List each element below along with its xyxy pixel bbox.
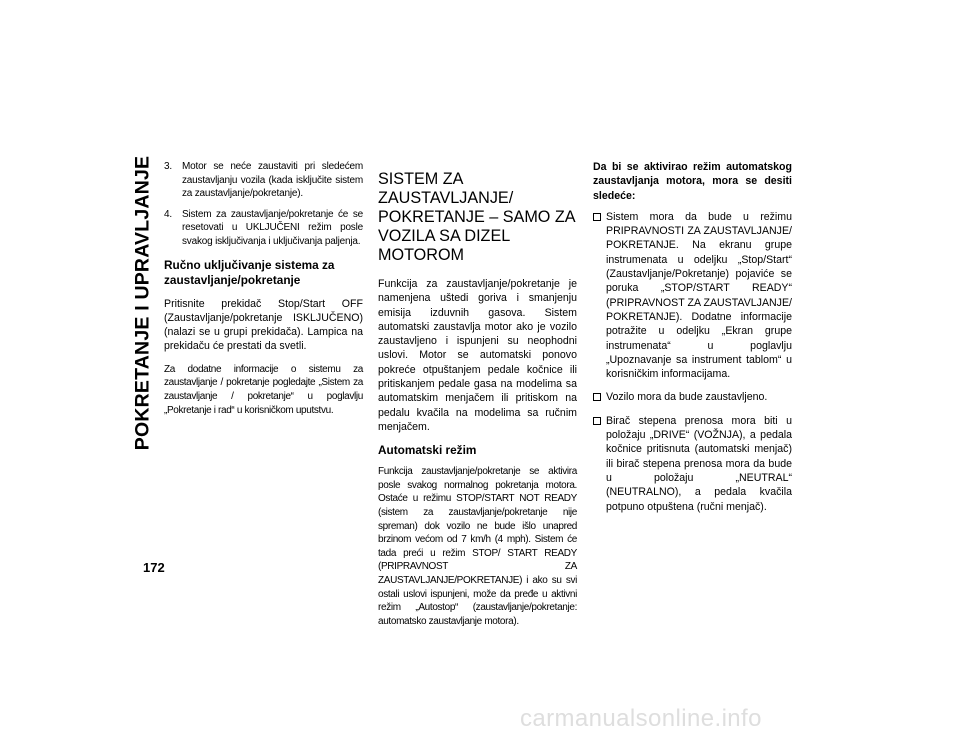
list-item (593, 414, 792, 514)
checkbox-bullet-icon (593, 417, 601, 425)
list-item-text: Sistem mora da bude u režimu PRIPRAVNOSTI ZA ZAUSTAVLJANJE/ POKRETANJE. Na ekranu grupe instrumenata u odeljku „Stop/Start“ (Zaustavljanje/Pokretanje) pojaviće se poruka „STOP/START READY“ (PRIPRAVNOST ZA ZAUSTAVLJANJE/ POKRETANJE). Dodatne informacije potražite u odeljku „Ekran grupe instrumenata“ u poglavlju „Upoznavanje sa instrument tablom“ u korisničkim informacijama. (606, 210, 792, 381)
section-heading-manual-disable: Ručno uključivanje sistema za zaustavljanje/pokretanje (164, 257, 335, 287)
section-side-title (126, 155, 160, 450)
list-item-text: Sistem za zaustavljanje/pokretanje će se resetovati u UKLJUČENI režim posle svakog isključivanja i uključivanja paljenja. (182, 208, 363, 247)
page-number: 172 (143, 560, 165, 575)
conditions-intro: Da bi se aktivirao režim automatskog zaustavljanja motora, mora se desiti sledeće: (593, 161, 792, 202)
paragraph: Funkcija zaustavljanje/pokretanje se aktivira posle svakog normalnog pokretanja motora. Ostaće u režimu STOP/START NOT READY (sistem za zaustavljanje/pokretanje nije spreman) dok vozilo ne bude išlo unapred brzinom većom od 7 km/h (4 mph). Sistem će tada preći u režim STOP/ START READY (PRIPRAVNOST ZA ZAUSTAVLJANJE/POKRETANJE) i ako su svi ostali uslovi ispunjeni, može da pređe u aktivni režim „Autostop“ (zaustavljanje/pokretanje: automatsko zaustavljanje motora). (378, 466, 577, 627)
column-left (164, 160, 363, 417)
subheading-auto-mode: Automatski režim (378, 443, 477, 458)
column-right (593, 160, 792, 514)
list-item (593, 390, 792, 404)
checkbox-bullet-icon (593, 393, 601, 401)
list-item-3 (164, 160, 363, 201)
paragraph: Pritisnite prekidač Stop/Start OFF (Zaustavljanje/pokretanje ISKLJUČENO) (nalazi se u grupi prekidača). Lampica na prekidaču će prestati da svetli. (164, 297, 363, 353)
watermark: carmanualsonline.info (520, 705, 762, 732)
list-item (593, 210, 792, 382)
section-heading-stop-start-diesel: SISTEM ZA ZAUSTAVLJANJE/ POKRETANJE – SAMO ZA VOZILA SA DIZEL MOTOROM (378, 170, 575, 264)
column-middle (378, 170, 577, 628)
checkbox-bullet-icon (593, 213, 601, 221)
paragraph: Funkcija za zaustavljanje/pokretanje je namenjena uštedi goriva i smanjenju emisija izduvnih gasova. Sistem automatski zaustavlja motor ako je vozilo zaustavljeno i ispunjeni su neophodni uslovi. Motor se automatski ponovo pokreće otpuštanjem pedale kočnice ili pritiskanjem pedale gasa na modelima sa automatskim menjačem ili pritiskom na pedalu kvačila na modelima sa ručnim menjačem. (378, 278, 577, 433)
list-item-4 (164, 208, 363, 249)
list-number: 4. (164, 208, 172, 220)
paragraph: Za dodatne informacije o sistemu za zaustavljanje / pokretanje pogledajte „Sistem za zaustavljanje / pokretanje“ u poglavlju „Pokretanje i rad“ u korisničkom uputstvu. (164, 363, 363, 416)
list-item-text: Birač stepena prenosa mora biti u položaju „DRIVE“ (VOŽNJA), a pedala kočnice pritisnuta (automatski menjač) ili birač stepena prenosa mora da bude u položaju „NEUTRAL“ (NEUTRALNO), a pedala kvačila potpuno otpuštena (ručni menjač). (606, 414, 792, 513)
section-side-title-text: POKRETANJE I UPRAVLJANJE (131, 155, 154, 450)
list-number: 3. (164, 161, 172, 172)
list-item-text: Vozilo mora da bude zaustavljeno. (606, 391, 768, 404)
list-item-text: Motor se neće zaustaviti pri sledećem zaustavljanju vozila (kada isključite sistem za zaustavljanje/pokretanje). (182, 161, 363, 200)
